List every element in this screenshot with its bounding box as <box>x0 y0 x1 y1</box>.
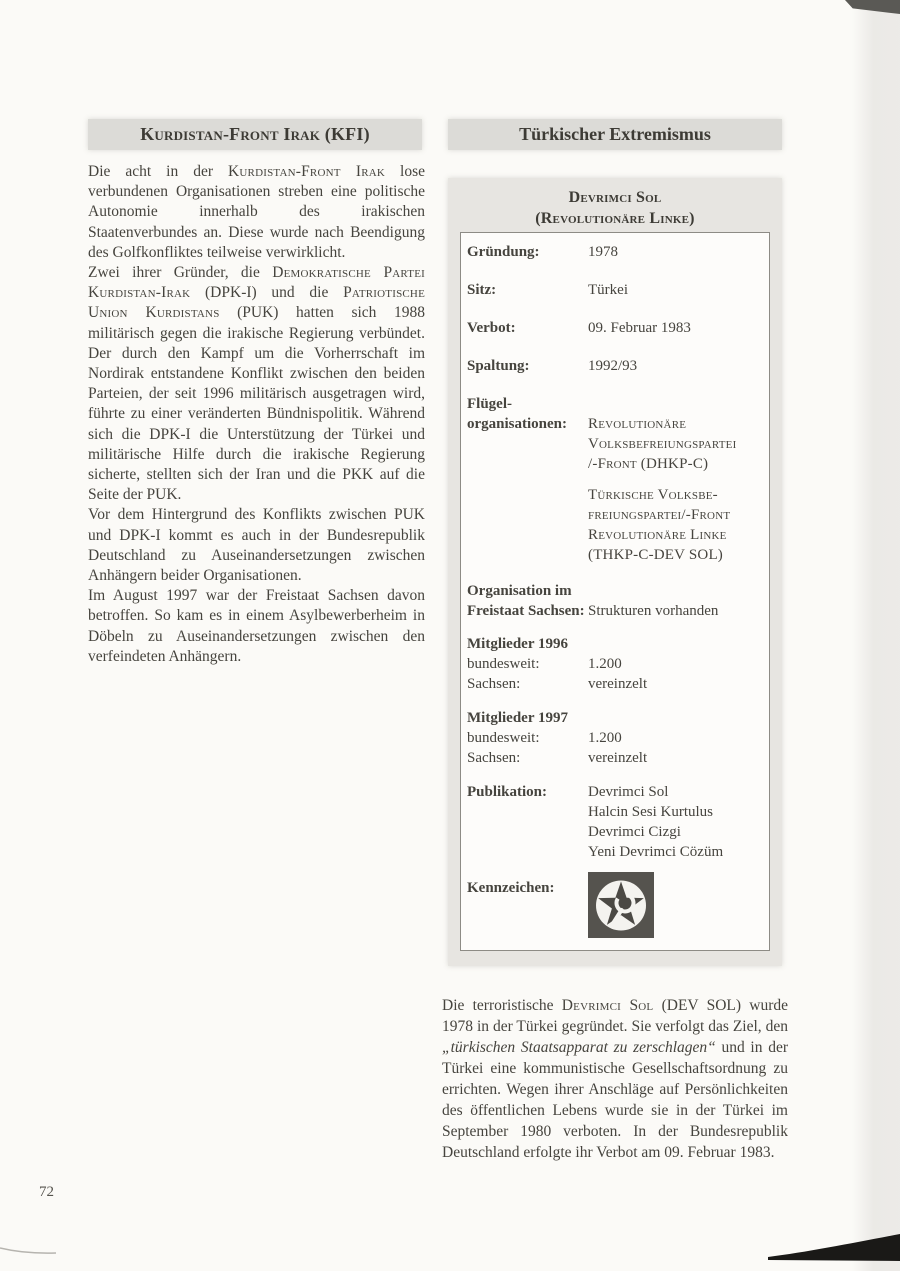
infobox-title <box>448 178 782 229</box>
section-header-kurdistan-front <box>88 119 422 150</box>
field-value: 1.200 <box>588 730 622 746</box>
paragraph: Im August 1997 war der Freistaat Sachsen davon betroffen. So kam es in einem Asylbewerberheim in Döbeln zu Auseinandersetzungen zwischen den verfeindeten Anhängern. <box>88 587 425 665</box>
field-label: Verbot: <box>467 320 516 336</box>
section-title-left: Kurdistan-Front Irak (KFI) <box>140 124 370 144</box>
infobox-row-sachsen <box>467 748 761 768</box>
infobox-row-fluegelorganisationen <box>467 394 761 565</box>
page-number: 72 <box>39 1184 54 1200</box>
field-label: Sachsen: <box>467 676 521 692</box>
devrimci-sol-description: Die terroristische Devrimci Sol (DEV SOL) wurde 1978 in der Türkei gegründet. Sie verfolgt das Ziel, den „türkischen Staatsapparat zu zerschlagen“ und in der Türkei eine kommunistische Gesellschaftsordnung zu errichten. Wegen ihrer Anschläge auf Persönlichkeiten des öffentlichen Lebens wurde sie in der Türkei im September 1980 verboten. In der Bundesrepublik Deutschland erfolgte ihr Verbot am 09. Februar 1983. <box>442 997 789 1161</box>
field-label-line: Flügel- <box>467 396 512 412</box>
fluegel-group-1: Revolutionäre Volksbefreiungspartei /-Front (DHKP-C) <box>588 416 737 472</box>
scan-corner-artifact-bottom <box>768 1231 900 1263</box>
infobox-title-line2: (Revolutionäre Linke) <box>535 210 695 227</box>
infobox-row-bundesweit <box>467 654 761 674</box>
group-label: Mitglieder 1997 <box>467 710 568 726</box>
fluegel-group-2: Türkische Volksbe- freiungspartei/-Front Revolutionäre Linke (THKP-C-DEV SOL) <box>588 487 731 563</box>
field-label: Kennzeichen: <box>467 880 555 896</box>
left-column-text <box>88 162 425 667</box>
field-value: 1978 <box>588 244 618 260</box>
field-value <box>588 878 761 938</box>
infobox-row-sitz <box>467 280 761 300</box>
field-value: vereinzelt <box>588 750 648 766</box>
paragraph: Vor dem Hintergrund des Konflikts zwischen PUK und DPK-I kommt es auch in der Bundesrepublik Deutschland zu Auseinandersetzungen zwischen Anhängern beider Organisationen. <box>88 506 425 585</box>
field-value: Türkei <box>588 282 628 298</box>
field-label: bundesweit: <box>467 656 540 672</box>
field-label: Spaltung: <box>467 358 530 374</box>
infobox-group-mitglieder-1997 <box>467 708 761 768</box>
infobox-row-organisation-sachsen <box>467 581 761 621</box>
infobox-row-spaltung <box>467 356 761 376</box>
infobox-row-publikation <box>467 782 761 862</box>
paragraph: Die acht in der Kurdistan-Front Irak lose verbundenen Organisationen streben eine politische Autonomie innerhalb des irakischen Staatenverbundes an. Diese wurde nach Beendigung des Golfkonfliktes teilweise verwirklicht. <box>88 163 426 261</box>
field-label: Sachsen: <box>467 750 521 766</box>
field-label-line: organisationen: <box>467 416 568 432</box>
scan-corner-artifact-top <box>845 0 900 14</box>
field-value: 09. Februar 1983 <box>588 320 691 336</box>
infobox-group-mitglieder-1996 <box>467 634 761 694</box>
infobox-row-bundesweit <box>467 728 761 748</box>
section-header-tuerkischer-extremismus <box>448 119 782 150</box>
page-edge-shadow <box>852 0 900 1271</box>
field-label: Publikation: <box>467 784 548 800</box>
field-value: 1992/93 <box>588 358 638 374</box>
field-label <box>467 581 588 621</box>
infobox-row-verbot <box>467 318 761 338</box>
field-label: bundesweit: <box>467 730 540 746</box>
infobox-row-kennzeichen <box>467 878 761 938</box>
group-label: Mitglieder 1996 <box>467 636 568 652</box>
paragraph: Zwei ihrer Gründer, die Demokratische Partei Kurdistan-Irak (DPK-I) und die Patriotische Union Kurdistans (PUK) hatten sich 1988 militärisch gegen die irakische Regierung verbündet. Der durch den Kampf um die Vorherrschaft im Nordirak entstandene Konflikt zwischen den beiden Parteien, der seit 1996 militärisch ausgetragen wird, führte zu einer veränderten Bündnispolitik. Während sich die DPK-I die Unterstützung der Türkei und militärische Hilfe durch die irakische Regierung sicherte, stellten sich der Iran und die PKK auf die Seite der PUK. <box>88 264 425 504</box>
infobox-body <box>460 232 770 951</box>
field-value: 1.200 <box>588 656 622 672</box>
page-curl-line <box>0 1240 60 1260</box>
section-title-right: Türkischer Extremismus <box>519 124 711 144</box>
infobox-devrimci-sol <box>448 178 782 966</box>
field-value <box>588 394 761 565</box>
infobox-row-sachsen <box>467 674 761 694</box>
field-value: Devrimci Sol Halcin Sesi Kurtulus Devrimci Cizgi Yeni Devrimci Cözüm <box>588 784 724 860</box>
devrimci-sol-star-emblem-icon <box>588 872 654 938</box>
infobox-row-gruendung <box>467 242 761 262</box>
field-label-line: Freistaat Sachsen: <box>467 603 585 619</box>
field-label: Gründung: <box>467 244 540 260</box>
field-value: vereinzelt <box>588 676 648 692</box>
field-label <box>467 394 588 565</box>
field-value: Strukturen vorhanden <box>588 603 719 619</box>
field-label-line: Organisation im <box>467 583 572 599</box>
field-label: Sitz: <box>467 282 497 298</box>
infobox-title-line1: Devrimci Sol <box>568 189 662 206</box>
